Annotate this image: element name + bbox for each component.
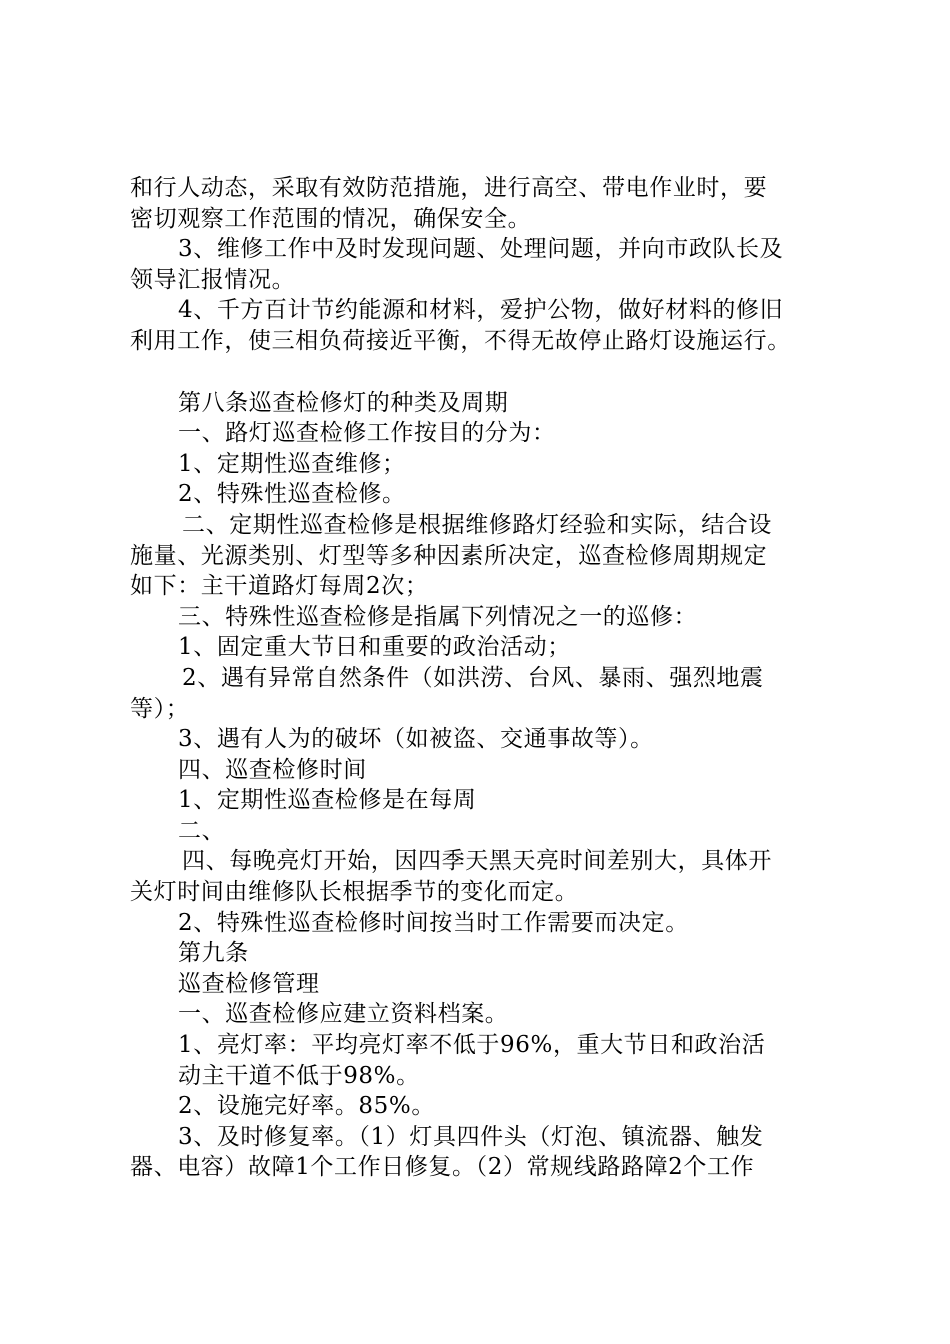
text-line: 四、巡查检修时间 [178,756,367,783]
text-line: 施量、光源类别、灯型等多种因素所决定，巡查检修周期规定 [130,542,768,569]
text-line: 二、定期性巡查检修是根据维修路灯经验和实际，结合设 [182,511,772,538]
text-line: 一、巡查检修应建立资料档案。 [178,1001,509,1028]
section-heading: 第八条巡查检修灯的种类及周期 [178,389,509,416]
text-line: 二、 [178,817,226,844]
text-line: 1、固定重大节日和重要的政治活动； [178,634,571,661]
text-line: 和行人动态，采取有效防范措施，进行高空、带电作业时，要 [130,175,768,201]
blank-line [130,357,830,388]
text-line: 三、特殊性巡查检修是指属下列情况之一的巡修： [178,603,698,630]
text-line: 1、亮灯率：平均亮灯率不低于96%，重大节日和政治活 [178,1032,766,1059]
text-line: 如下：主干道路灯每周2次； [130,573,429,600]
text-line: 1、定期性巡查维修； [178,450,406,477]
text-line: 利用工作，使三相负荷接近平衡，不得无故停止路灯设施运行。 [130,327,791,354]
text-line: 关灯时间由维修队长根据季节的变化而定。 [130,879,579,906]
text-line: 2、设施完好率。85%。 [178,1093,435,1120]
text-line: 领导汇报情况。 [130,266,296,293]
text-line: 2、特殊性巡查检修。 [178,481,406,508]
section-heading: 第九条 [178,940,249,967]
text-line: 一、路灯巡查检修工作按目的分为： [178,420,556,447]
text-line: 1、定期性巡查检修是在每周 [178,787,477,814]
text-line: 等）； [130,695,190,722]
text-line: 3、遇有人为的破坏（如被盗、交通事故等）。 [178,726,654,753]
text-line: 四、每晚亮灯开始，因四季天黑天亮时间差别大，具体开 [182,848,772,875]
text-line: 2、遇有异常自然条件（如洪涝、台风、暴雨、强烈地震 [182,664,764,691]
section-heading: 巡查检修管理 [178,970,320,997]
text-line: 动主干道不低于98%。 [178,1062,420,1089]
text-line: 密切观察工作范围的情况，确保安全。 [130,205,532,232]
text-line: 3、维修工作中及时发现问题、处理问题，并向市政队长及 [178,236,784,263]
text-line: 4、千方百计节约能源和材料，爱护公物，做好材料的修旧 [178,297,784,324]
text-line: 2、特殊性巡查检修时间按当时工作需要而决定。 [178,909,689,936]
document-body [130,173,830,1183]
text-line: 3、及时修复率。（1）灯具四件头（灯泡、镇流器、触发 [178,1123,764,1150]
text-line: 器、电容）故障1个工作日修复。（2）常规线路路障2个工作 [130,1154,755,1181]
